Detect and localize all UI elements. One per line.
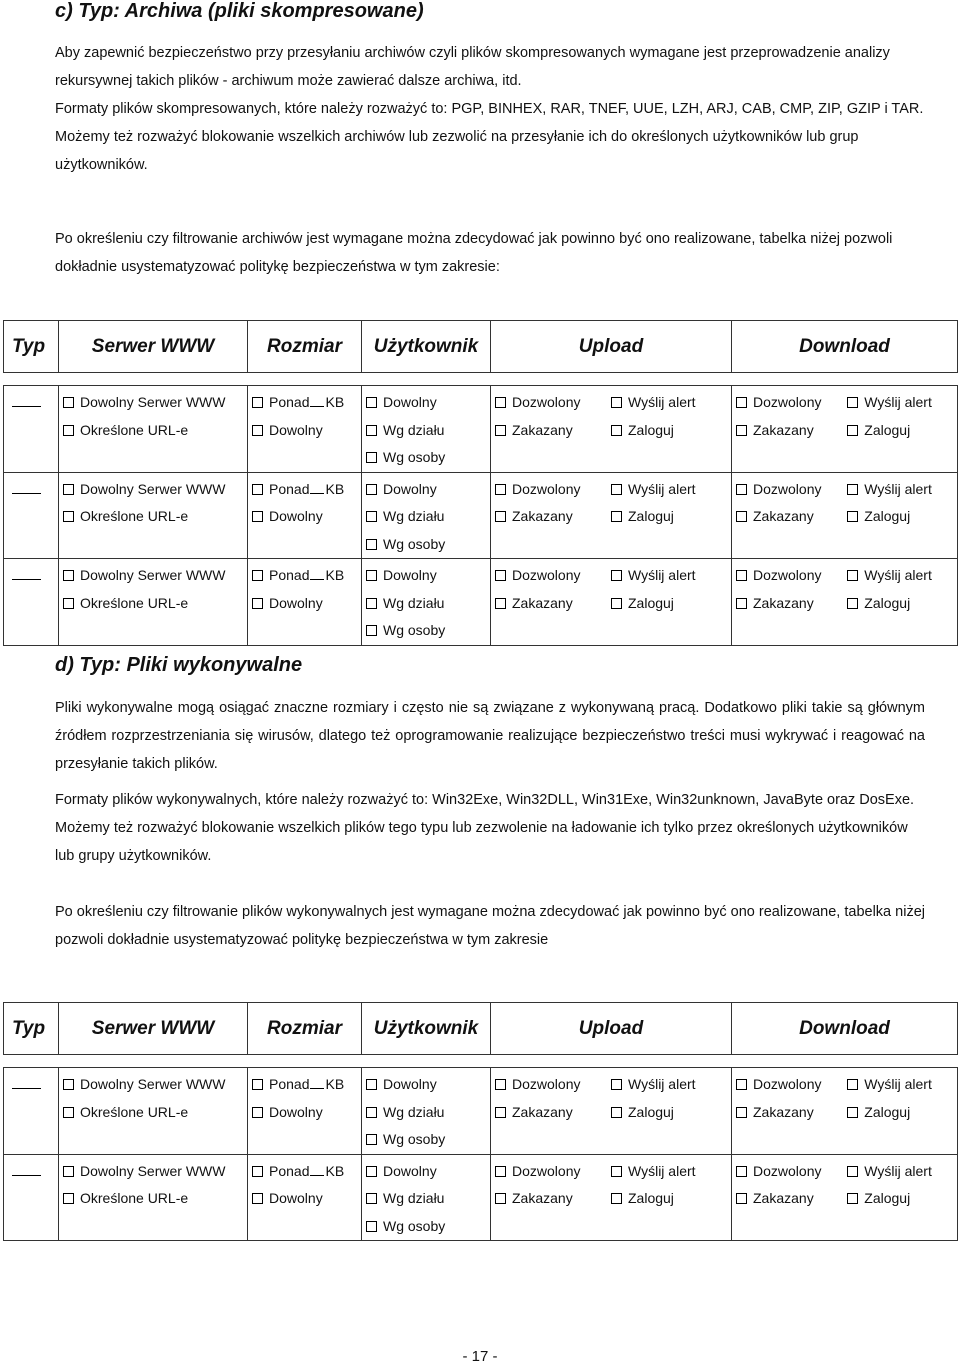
option-upload-alert: Wyślij alert: [628, 394, 696, 410]
upload-cell: [491, 386, 732, 473]
checkbox-icon[interactable]: [847, 1079, 858, 1090]
checkbox-icon[interactable]: [252, 511, 263, 522]
option-rozmiar-unit: KB: [325, 567, 345, 583]
checkbox-icon[interactable]: [366, 1166, 377, 1177]
archive-policy-table: [3, 320, 958, 646]
download-cell: [732, 472, 958, 559]
checkbox-icon[interactable]: [366, 452, 377, 463]
table-row: [4, 559, 958, 646]
option-rozmiar-over: Ponad: [269, 480, 310, 497]
uzytkownik-cell: [362, 386, 491, 473]
typ-cell: [4, 472, 59, 559]
rozmiar-cell: [248, 1154, 362, 1241]
checkbox-icon[interactable]: [847, 1107, 858, 1118]
option-rozmiar-unit: KB: [325, 480, 345, 497]
checkbox-icon[interactable]: [63, 1166, 74, 1177]
option-download-forbidden: Zakazany: [753, 508, 814, 524]
option-serwer-any: Dowolny Serwer WWW: [80, 480, 226, 497]
option-serwer-url: Określone URL-e: [80, 508, 189, 524]
option-rozmiar-over: Ponad: [269, 567, 310, 583]
checkbox-icon[interactable]: [736, 511, 747, 522]
table-row: [4, 472, 958, 559]
upload-cell: [491, 472, 732, 559]
section-d-heading: d) Typ: Pliki wykonywalne: [55, 654, 303, 676]
uzytkownik-cell: [362, 1068, 491, 1155]
checkbox-icon[interactable]: [736, 570, 747, 581]
typ-blank-field[interactable]: [12, 1074, 41, 1089]
checkbox-icon[interactable]: [736, 1079, 747, 1090]
checkbox-icon[interactable]: [252, 397, 263, 408]
checkbox-icon[interactable]: [611, 1166, 622, 1177]
option-rozmiar-any: Dowolny: [269, 594, 323, 611]
option-user-person: Wg osoby: [383, 449, 446, 465]
option-user-dept: Wg działu: [383, 1190, 445, 1206]
option-user-dept: Wg działu: [383, 508, 445, 524]
option-download-log: Zaloguj: [864, 1103, 911, 1120]
option-upload-forbidden: Zakazany: [512, 1103, 573, 1120]
checkbox-icon[interactable]: [495, 1166, 506, 1177]
option-upload-alert: Wyślij alert: [628, 480, 696, 497]
checkbox-icon[interactable]: [252, 570, 263, 581]
rozmiar-cell: [248, 386, 362, 473]
download-cell: [732, 559, 958, 646]
header-typ: Typ: [4, 1003, 59, 1055]
checkbox-icon[interactable]: [63, 1107, 74, 1118]
option-serwer-any: Dowolny Serwer WWW: [80, 1162, 226, 1179]
option-serwer-url: Określone URL-e: [80, 1103, 189, 1120]
upload-cell: [491, 1068, 732, 1155]
typ-cell: [4, 1068, 59, 1155]
option-download-allowed: Dozwolony: [753, 394, 822, 410]
table-row: [4, 386, 958, 473]
download-cell: [732, 1068, 958, 1155]
option-download-forbidden: Zakazany: [753, 594, 814, 611]
option-upload-alert: Wyślij alert: [628, 1076, 696, 1092]
size-blank-field[interactable]: [310, 1076, 324, 1089]
option-upload-forbidden: Zakazany: [512, 1190, 573, 1206]
checkbox-icon[interactable]: [736, 484, 747, 495]
option-upload-forbidden: Zakazany: [512, 421, 573, 438]
serwer-cell: [59, 559, 248, 646]
section-c-paragraph-2: Formaty plików skompresowanych, które należy rozważyć to: PGP, BINHEX, RAR, TNEF, UUE, LZH, ARJ, CAB, CMP, ZIP, GZIP i TAR. Możemy też rozważyć blokowanie wszelkich archiwów lub zezwolić na przesyłanie ich do określonych użytkowników lub grup użytkowników.: [55, 101, 924, 173]
header-serwer: Serwer WWW: [59, 1003, 248, 1055]
option-rozmiar-over: Ponad: [269, 394, 310, 410]
checkbox-icon[interactable]: [366, 425, 377, 436]
option-upload-allowed: Dozwolony: [512, 1162, 581, 1179]
typ-blank-field[interactable]: [12, 392, 41, 407]
header-rozmiar: Rozmiar: [248, 1003, 362, 1055]
checkbox-icon[interactable]: [847, 511, 858, 522]
checkbox-icon[interactable]: [63, 511, 74, 522]
download-cell: [732, 1154, 958, 1241]
option-download-alert: Wyślij alert: [864, 480, 932, 497]
option-rozmiar-unit: KB: [325, 394, 345, 410]
checkbox-icon[interactable]: [847, 484, 858, 495]
size-blank-field[interactable]: [310, 394, 324, 407]
checkbox-icon[interactable]: [366, 1221, 377, 1232]
option-download-forbidden: Zakazany: [753, 421, 814, 438]
checkbox-icon[interactable]: [366, 625, 377, 636]
option-rozmiar-over: Ponad: [269, 1076, 310, 1092]
checkbox-icon[interactable]: [63, 598, 74, 609]
checkbox-icon[interactable]: [736, 1193, 747, 1204]
option-upload-alert: Wyślij alert: [628, 1162, 696, 1179]
checkbox-icon[interactable]: [366, 570, 377, 581]
option-user-any: Dowolny: [383, 567, 437, 583]
serwer-cell: [59, 1154, 248, 1241]
header-upload: Upload: [491, 321, 732, 373]
uzytkownik-cell: [362, 559, 491, 646]
option-upload-allowed: Dozwolony: [512, 567, 581, 583]
checkbox-icon[interactable]: [63, 425, 74, 436]
option-serwer-url: Określone URL-e: [80, 421, 189, 438]
checkbox-icon[interactable]: [495, 570, 506, 581]
checkbox-icon[interactable]: [366, 511, 377, 522]
section-c-heading: c) Typ: Archiwa (pliki skompresowane): [55, 0, 424, 22]
option-rozmiar-any: Dowolny: [269, 508, 323, 524]
upload-cell: [491, 1154, 732, 1241]
option-user-person: Wg osoby: [383, 535, 446, 552]
header-upload: Upload: [491, 1003, 732, 1055]
header-download: Download: [732, 321, 958, 373]
checkbox-icon[interactable]: [495, 425, 506, 436]
header-typ: Typ: [4, 321, 59, 373]
checkbox-icon[interactable]: [611, 1193, 622, 1204]
checkbox-icon[interactable]: [495, 598, 506, 609]
option-user-any: Dowolny: [383, 1076, 437, 1092]
option-user-person: Wg osoby: [383, 1131, 446, 1147]
option-download-allowed: Dozwolony: [753, 480, 822, 497]
option-rozmiar-unit: KB: [325, 1076, 345, 1092]
checkbox-icon[interactable]: [611, 397, 622, 408]
checkbox-icon[interactable]: [736, 1107, 747, 1118]
uzytkownik-cell: [362, 1154, 491, 1241]
option-serwer-url: Określone URL-e: [80, 594, 189, 611]
checkbox-icon[interactable]: [736, 425, 747, 436]
checkbox-icon[interactable]: [495, 1079, 506, 1090]
checkbox-icon[interactable]: [611, 511, 622, 522]
option-user-any: Dowolny: [383, 1162, 437, 1179]
checkbox-icon[interactable]: [63, 1193, 74, 1204]
option-download-alert: Wyślij alert: [864, 1076, 932, 1092]
checkbox-icon[interactable]: [736, 397, 747, 408]
checkbox-icon[interactable]: [366, 539, 377, 550]
section-c-paragraph-1: Aby zapewnić bezpieczeństwo przy przesyłaniu archiwów czyli plików skompresowanych wymagane jest przeprowadzenie analizy rekursywnej takich plików - archiwum może zawierać dalsze archiwa, itd.: [55, 45, 890, 89]
checkbox-icon[interactable]: [252, 1079, 263, 1090]
checkbox-icon[interactable]: [736, 598, 747, 609]
option-download-forbidden: Zakazany: [753, 1190, 814, 1206]
option-download-alert: Wyślij alert: [864, 567, 932, 583]
checkbox-icon[interactable]: [252, 1166, 263, 1177]
option-download-alert: Wyślij alert: [864, 394, 932, 410]
checkbox-icon[interactable]: [366, 598, 377, 609]
checkbox-icon[interactable]: [611, 425, 622, 436]
typ-cell: [4, 386, 59, 473]
size-blank-field[interactable]: [310, 481, 324, 494]
option-serwer-any: Dowolny Serwer WWW: [80, 1076, 226, 1092]
serwer-cell: [59, 1068, 248, 1155]
checkbox-icon[interactable]: [366, 1079, 377, 1090]
size-blank-field[interactable]: [310, 1163, 324, 1176]
option-download-allowed: Dozwolony: [753, 567, 822, 583]
checkbox-icon[interactable]: [252, 1107, 263, 1118]
header-download: Download: [732, 1003, 958, 1055]
option-serwer-any: Dowolny Serwer WWW: [80, 567, 226, 583]
option-rozmiar-any: Dowolny: [269, 421, 323, 438]
checkbox-icon[interactable]: [495, 511, 506, 522]
serwer-cell: [59, 386, 248, 473]
option-user-dept: Wg działu: [383, 421, 445, 438]
option-user-person: Wg osoby: [383, 1217, 446, 1234]
executable-policy-table: [3, 1002, 958, 1241]
option-upload-log: Zaloguj: [628, 594, 674, 611]
option-download-forbidden: Zakazany: [753, 1103, 814, 1120]
option-user-any: Dowolny: [383, 480, 437, 497]
checkbox-icon[interactable]: [252, 425, 263, 436]
rozmiar-cell: [248, 1068, 362, 1155]
table-header-row: [4, 321, 958, 373]
checkbox-icon[interactable]: [63, 484, 74, 495]
checkbox-icon[interactable]: [611, 1107, 622, 1118]
section-d-paragraph-3: Po określeniu czy filtrowanie plików wykonywalnych jest wymagane można zdecydować jak powinno być ono realizowane, tabelka niżej pozwoli dokładnie usystematyzować politykę bezpieczeństwa w tym zakresie: [55, 904, 925, 948]
checkbox-icon[interactable]: [63, 397, 74, 408]
typ-blank-field[interactable]: [12, 479, 41, 494]
option-upload-forbidden: Zakazany: [512, 594, 573, 611]
option-upload-log: Zaloguj: [628, 508, 674, 524]
typ-blank-field[interactable]: [12, 565, 41, 580]
option-serwer-url: Określone URL-e: [80, 1190, 189, 1206]
option-user-dept: Wg działu: [383, 594, 445, 611]
option-upload-allowed: Dozwolony: [512, 480, 581, 497]
checkbox-icon[interactable]: [495, 1107, 506, 1118]
size-blank-field[interactable]: [310, 567, 324, 580]
table-row: [4, 1154, 958, 1241]
checkbox-icon[interactable]: [736, 1166, 747, 1177]
section-d-paragraph-2: Formaty plików wykonywalnych, które należy rozważyć to: Win32Exe, Win32DLL, Win31Exe, Win32unknown, JavaByte oraz DosExe. Możemy też rozważyć blokowanie wszelkich plików tego typu lub zezwolenie na ładowanie ich tylko przez określonych użytkowników lub grupy użytkowników.: [55, 792, 915, 864]
checkbox-icon[interactable]: [611, 570, 622, 581]
option-download-alert: Wyślij alert: [864, 1162, 932, 1179]
checkbox-icon[interactable]: [252, 484, 263, 495]
option-download-allowed: Dozwolony: [753, 1076, 822, 1092]
option-user-dept: Wg działu: [383, 1103, 445, 1120]
checkbox-icon[interactable]: [611, 484, 622, 495]
header-uzytkownik: Użytkownik: [362, 321, 491, 373]
option-download-log: Zaloguj: [864, 421, 911, 438]
checkbox-icon[interactable]: [366, 1134, 377, 1145]
checkbox-icon[interactable]: [63, 570, 74, 581]
option-rozmiar-unit: KB: [325, 1162, 345, 1179]
option-upload-forbidden: Zakazany: [512, 508, 573, 524]
table-spacer-row: [4, 1055, 958, 1068]
checkbox-icon[interactable]: [366, 1193, 377, 1204]
section-c-paragraph-3: Po określeniu czy filtrowanie archiwów jest wymagane można zdecydować jak powinno być ono realizowane, tabelka niżej pozwoli dokładnie usystematyzować politykę bezpieczeństwa w tym zakresie:: [55, 231, 893, 275]
option-download-log: Zaloguj: [864, 508, 911, 524]
option-rozmiar-any: Dowolny: [269, 1103, 323, 1120]
checkbox-icon[interactable]: [847, 1166, 858, 1177]
checkbox-icon[interactable]: [495, 484, 506, 495]
checkbox-icon[interactable]: [366, 397, 377, 408]
checkbox-icon[interactable]: [252, 1193, 263, 1204]
option-serwer-any: Dowolny Serwer WWW: [80, 394, 226, 410]
section-d-paragraph-1: Pliki wykonywalne mogą osiągać znaczne rozmiary i często nie są związane z wykonywaną pracą. Dodatkowo pliki takie są głównym źródłem rozprzestrzeniania się wirusów, dlatego też oprogramowanie realizujące bezpieczeństwo treści musi wykrywać i reagować na przesyłanie takich plików.: [55, 700, 925, 772]
checkbox-icon[interactable]: [366, 484, 377, 495]
option-download-log: Zaloguj: [864, 594, 911, 611]
checkbox-icon[interactable]: [847, 397, 858, 408]
option-upload-log: Zaloguj: [628, 1190, 674, 1206]
option-upload-allowed: Dozwolony: [512, 1076, 581, 1092]
option-download-log: Zaloguj: [864, 1190, 911, 1206]
typ-cell: [4, 1154, 59, 1241]
rozmiar-cell: [248, 559, 362, 646]
table-row: [4, 1068, 958, 1155]
option-upload-allowed: Dozwolony: [512, 394, 581, 410]
option-user-person: Wg osoby: [383, 622, 446, 638]
option-rozmiar-any: Dowolny: [269, 1190, 323, 1206]
uzytkownik-cell: [362, 472, 491, 559]
option-download-allowed: Dozwolony: [753, 1162, 822, 1179]
option-user-any: Dowolny: [383, 394, 437, 410]
checkbox-icon[interactable]: [847, 1193, 858, 1204]
header-uzytkownik: Użytkownik: [362, 1003, 491, 1055]
rozmiar-cell: [248, 472, 362, 559]
checkbox-icon[interactable]: [252, 598, 263, 609]
checkbox-icon[interactable]: [847, 598, 858, 609]
header-serwer: Serwer WWW: [59, 321, 248, 373]
table-header-row: [4, 1003, 958, 1055]
checkbox-icon[interactable]: [847, 570, 858, 581]
option-upload-log: Zaloguj: [628, 421, 674, 438]
option-upload-log: Zaloguj: [628, 1103, 674, 1120]
typ-blank-field[interactable]: [12, 1161, 41, 1176]
checkbox-icon[interactable]: [495, 1193, 506, 1204]
checkbox-icon[interactable]: [63, 1079, 74, 1090]
page-number: - 17 -: [462, 1348, 498, 1365]
checkbox-icon[interactable]: [611, 1079, 622, 1090]
option-upload-alert: Wyślij alert: [628, 567, 696, 583]
download-cell: [732, 386, 958, 473]
table-spacer-row: [4, 373, 958, 386]
option-rozmiar-over: Ponad: [269, 1162, 310, 1179]
checkbox-icon[interactable]: [611, 598, 622, 609]
serwer-cell: [59, 472, 248, 559]
typ-cell: [4, 559, 59, 646]
header-rozmiar: Rozmiar: [248, 321, 362, 373]
checkbox-icon[interactable]: [847, 425, 858, 436]
checkbox-icon[interactable]: [495, 397, 506, 408]
upload-cell: [491, 559, 732, 646]
checkbox-icon[interactable]: [366, 1107, 377, 1118]
